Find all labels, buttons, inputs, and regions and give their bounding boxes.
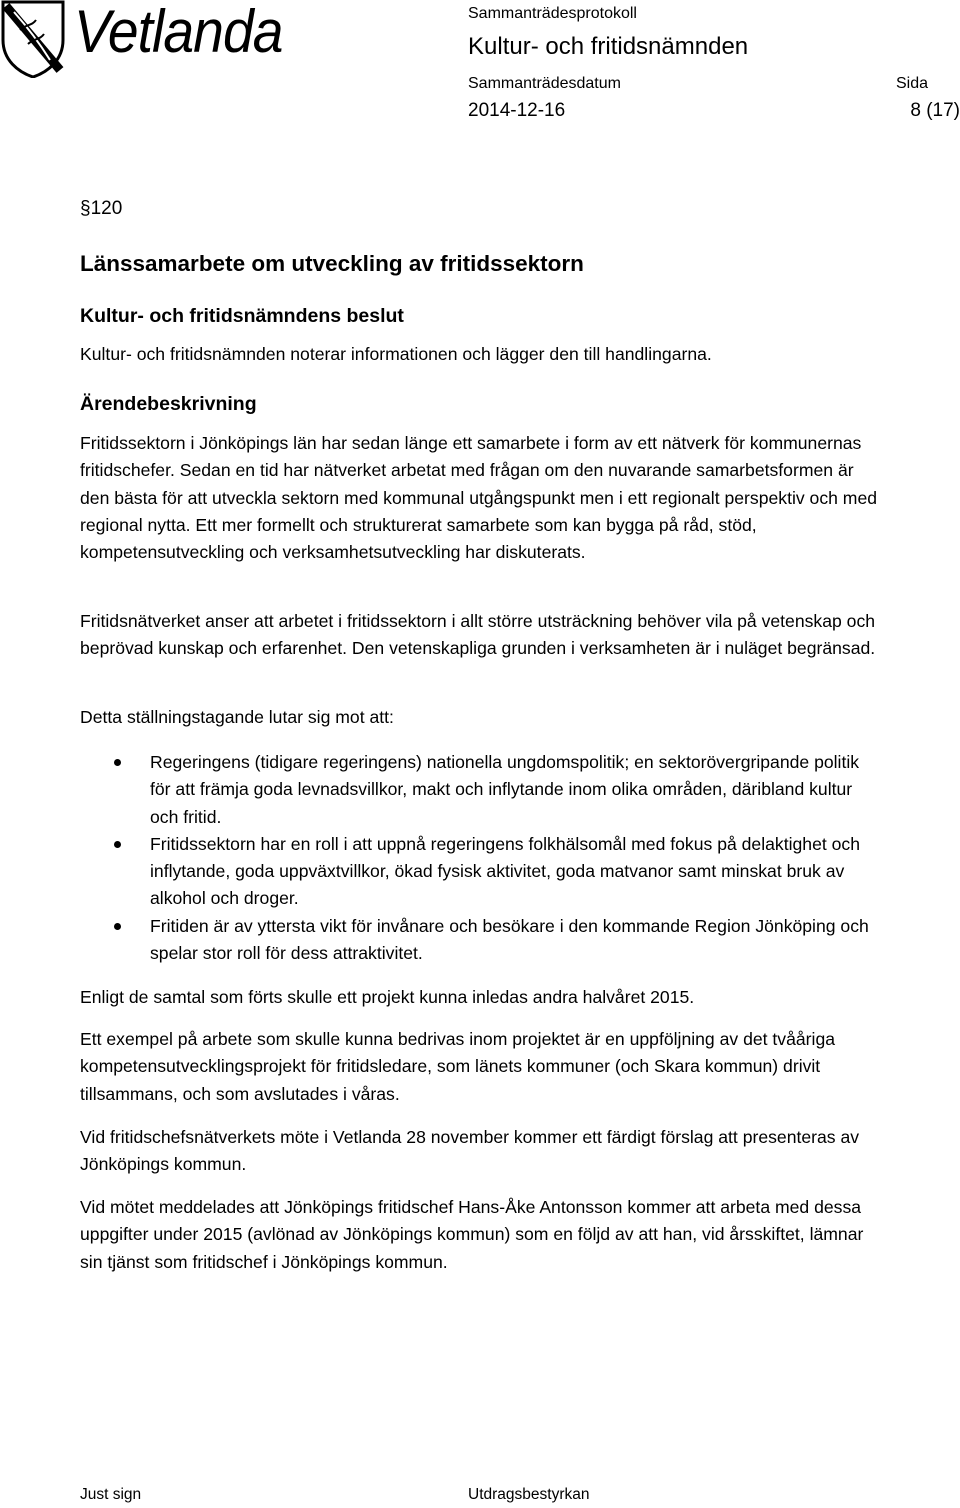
paragraph: Detta ställningstagande lutar sig mot att: [80,707,394,727]
list-item [80,913,880,968]
list-item [80,749,880,831]
paragraph: Vid mötet meddelades att Jönköpings fritidschef Hans-Åke Antonsson kommer att arbeta med dessa uppgifter under 2015 (avlönad av Jönköpings kommun) som en följd av att han, vid årsskiftet, lämnar sin tjänst som fritidschef i Jönköpings kommun. [80,1197,864,1272]
page-label: Sida [895,75,928,92]
bullet-icon [114,923,121,930]
page-number: 8 (17) [910,100,960,121]
list-item-text: Fritiden är av yttersta vikt för invånare och besökare i den kommande Region Jönköping och spelar stor roll för dess attraktivitet. [150,915,869,964]
decision-text: Kultur- och fritidsnämnden noterar informationen och lägger den till handlingarna. [80,344,712,364]
date-label: Sammanträdesdatum [468,75,621,92]
committee-name: Kultur- och fritidsnämnden [468,33,749,60]
doc-type-label: Sammanträdesprotokoll [468,5,637,22]
list-item [80,831,880,913]
meeting-date: 2014-12-16 [468,100,566,121]
section-number: §120 [80,198,123,219]
list-item-text: Fritidssektorn har en roll i att uppnå regeringens folkhälsomål med fokus på delaktighet och inflytande, goda uppväxtvillkor, ökad fysisk aktivitet, goda matvanor samt minskat bruk av alkohol och droger. [150,833,861,909]
paragraph: Ett exempel på arbete som skulle kunna bedrivas inom projektet är en uppföljning av det tvååriga kompetensutvecklingsprojekt för fritidsledare, som länets kommuner (och Skara kommun) drivit tillsammans, och som avslutades i våras. [80,1029,836,1104]
municipal-crest-icon [0,0,66,78]
bullet-list [80,749,880,967]
vetlanda-logo [0,0,300,80]
bullet-icon [114,759,121,766]
paragraph: Enligt de samtal som förts skulle ett projekt kunna inledas andra halvåret 2015. [80,987,695,1007]
paragraph: Vid fritidschefsnätverkets möte i Vetlanda 28 november kommer ett färdigt förslag att presenteras av Jönköpings kommun. [80,1127,860,1175]
municipality-wordmark: Vetlanda [74,0,283,65]
extract-label: Utdragsbestyrkan [468,1486,590,1503]
paragraph: Fritidsnätverket anser att arbetet i fritidssektorn i allt större utsträckning behöver vila på vetenskap och beprövad kunskap och erfarenhet. Den vetenskapliga grunden i verksamheten är i nuläget begränsad. [80,611,876,659]
list-item-text: Regeringens (tidigare regeringens) nationella ungdomspolitik; en sektorövergripande politik för att främja goda levnadsvillkor, makt och inflytande inom olika områden, däribland kultur och fritid. [150,752,860,827]
sign-label: Just sign [80,1486,142,1503]
section-title: Länssamarbete om utveckling av fritidssektorn [80,251,584,276]
decision-heading: Kultur- och fritidsnämndens beslut [80,305,404,327]
description-heading: Ärendebeskrivning [80,393,257,415]
bullet-icon [114,841,121,848]
paragraph: Fritidssektorn i Jönköpings län har sedan länge ett samarbete i form av ett nätverk för kommunernas fritidschefer. Sedan en tid har nätverket arbetat med frågan om den nuvarande samarbetsformen är den bästa för att utveckla sektorn med kommunal utgångspunkt men i ett regionalt perspektiv och med regional nytta. Ett mer formellt och strukturerat samarbete som kan bygga på råd, stöd, kompetensutveckling och verksamhetsutveckling har diskuterats. [80,433,878,563]
